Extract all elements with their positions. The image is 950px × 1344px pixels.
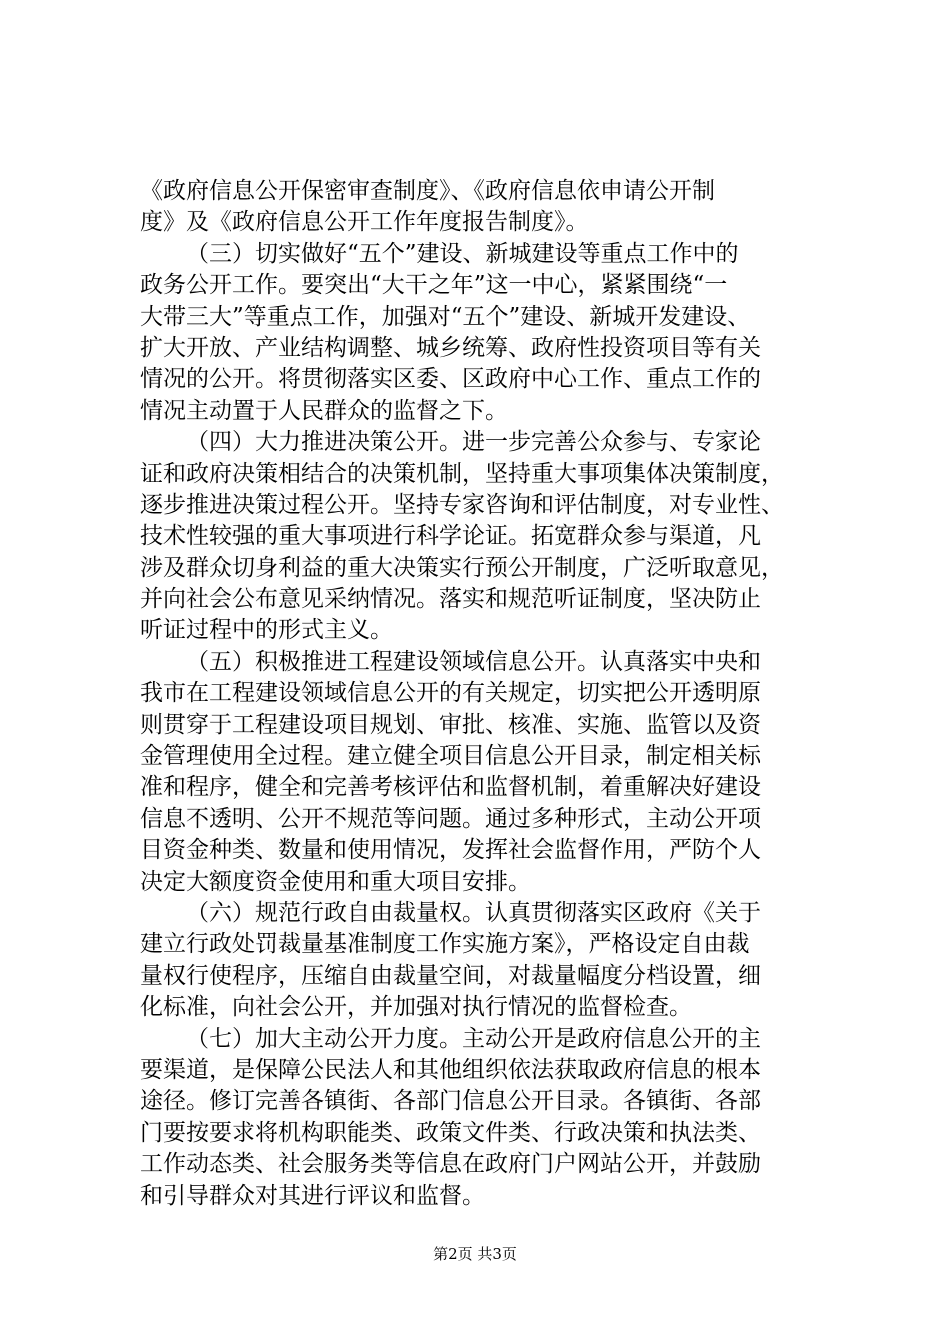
text-line: 决定大额度资金使用和重大项目安排。 xyxy=(140,868,531,895)
paragraph-start-line: （五）积极推进工程建设领域信息公开。认真落实中央和 xyxy=(186,648,761,675)
text-line: 情况的公开。将贯彻落实区委、区政府中心工作、重点工作的 xyxy=(140,366,761,393)
text-line: 大带三大”等重点工作，加强对“五个”建设、新城开发建设、 xyxy=(140,303,751,330)
text-line: 门要按要求将机构职能类、政策文件类、行政决策和执法类、 xyxy=(140,1119,761,1146)
text-line: 政务公开工作。要突出“大干之年”这一中心，紧紧围绕“一 xyxy=(140,272,728,299)
text-line: 信息不透明、公开不规范等问题。通过多种形式，主动公开项 xyxy=(140,805,761,832)
text-line: 扩大开放、产业结构调整、城乡统筹、政府性投资项目等有关 xyxy=(140,334,761,361)
text-line: 情况主动置于人民群众的监督之下。 xyxy=(140,397,508,424)
text-line: 《政府信息公开保密审查制度》、《政府信息依申请公开制 xyxy=(140,178,715,204)
text-line: 我市在工程建设领域信息公开的有关规定，切实把公开透明原 xyxy=(140,680,761,707)
text-line: 和引导群众对其进行评议和监督。 xyxy=(140,1182,485,1209)
text-line: 听证过程中的形式主义。 xyxy=(140,617,393,644)
text-line: 准和程序，健全和完善考核评估和监督机制，着重解决好建设 xyxy=(140,774,761,801)
text-line: 途径。修订完善各镇街、各部门信息公开目录。各镇街、各部 xyxy=(140,1088,761,1115)
paragraph-start-line: （六）规范行政自由裁量权。认真贯彻落实区政府《关于 xyxy=(186,899,761,926)
paragraph-start-line: （四）大力推进决策公开。进一步完善公众参与、专家论 xyxy=(186,429,761,456)
text-line: 逐步推进决策过程公开。坚持专家咨询和评估制度，对专业性、 xyxy=(140,491,784,518)
text-line: 工作动态类、社会服务类等信息在政府门户网站公开，并鼓励 xyxy=(140,1151,761,1178)
text-line: 金管理使用全过程。建立健全项目信息公开目录，制定相关标 xyxy=(140,743,761,770)
text-line: 并向社会公布意见采纳情况。落实和规范听证制度，坚决防止 xyxy=(140,586,761,613)
text-line: 建立行政处罚裁量基准制度工作实施方案》，严格设定自由裁 xyxy=(140,931,750,958)
text-line: 量权行使程序，压缩自由裁量空间，对裁量幅度分档设置，细 xyxy=(140,962,761,989)
text-line: 目资金种类、数量和使用情况，发挥社会监督作用，严防个人 xyxy=(140,837,761,864)
paragraph-start-line: （三）切实做好“五个”建设、新城建设等重点工作中的 xyxy=(186,240,739,267)
text-line: 技术性较强的重大事项进行科学论证。拓宽群众参与渠道，凡 xyxy=(140,523,761,550)
paragraph-start-line: （七）加大主动公开力度。主动公开是政府信息公开的主 xyxy=(186,1025,761,1052)
text-line: 涉及群众切身利益的重大决策实行预公开制度，广泛听取意见， xyxy=(140,554,784,581)
text-line: 要渠道，是保障公民法人和其他组织依法获取政府信息的根本 xyxy=(140,1056,761,1083)
text-line: 化标准，向社会公开，并加强对执行情况的监督检查。 xyxy=(140,994,692,1021)
document-body xyxy=(140,176,844,1212)
page-number-footer: 第2页 共3页 xyxy=(433,1245,517,1263)
text-line: 则贯穿于工程建设项目规划、审批、核准、实施、监管以及资 xyxy=(140,711,761,738)
text-line: 证和政府决策相结合的决策机制，坚持重大事项集体决策制度， xyxy=(140,460,784,487)
text-line: 度》及《政府信息公开工作年度报告制度》。 xyxy=(140,209,589,236)
